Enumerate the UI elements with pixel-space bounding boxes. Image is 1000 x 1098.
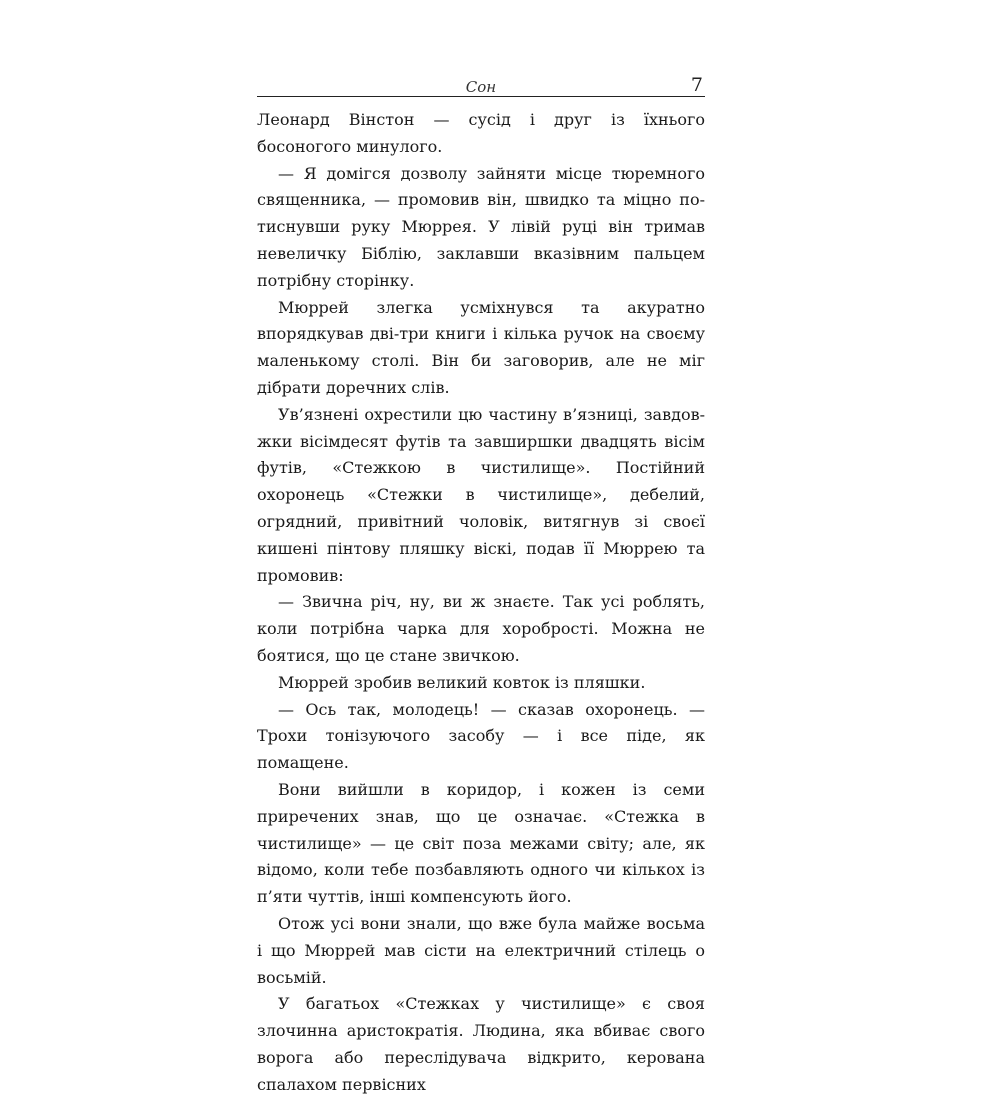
paragraph: Леонард Вінстон — сусід і друг із їхнього босоногого минулого. <box>257 110 705 156</box>
paragraph: Отож усі вони знали, що вже була майже восьма і що Мюррей мав сісти на електричний стілець о восьмій. <box>257 913 705 987</box>
page-number: 7 <box>690 74 703 96</box>
paragraph: — Я домігся дозволу зайняти місце тюремного священника, — промовив він, швидко та міцно потиснувши руку Мюррея. У лівій руці він тримав невеличку Біблію, заклавши вказівним пальцем потрібну сторінку. <box>257 163 705 290</box>
paragraph: — Ось так, молодець! — сказав охоронець. — Трохи тонізуючого засобу — і все піде, як помащене. <box>257 699 705 773</box>
paragraph: — Звична річ, ну, ви ж знаєте. Так усі роблять, коли потрібна чарка для хоробрості. Можна не боятися, що це стане звичкою. <box>257 592 705 665</box>
paragraph: Мюррей злегка усміхнувся та акуратно впорядкував дві-три книги і кілька ручок на своєму маленькому столі. Він би заговорив, але не міг дібрати доречних слів. <box>257 297 705 397</box>
paragraph: Мюррей зробив великий ковток із пляшки. <box>278 672 646 692</box>
paragraph: У багатьох «Стежках у чистилище» є своя злочинна аристократія. Людина, яка вбиває свого ворога або переслідувача відкрито, керована спалахом первісних <box>257 994 705 1094</box>
running-header <box>257 60 705 97</box>
book-page <box>257 60 705 1094</box>
body-text <box>257 107 705 1098</box>
chapter-title: Сон <box>465 78 497 96</box>
paragraph: Ув’язнені охрестили цю частину в’язниці, завдовжки вісімдесят футів та завширшки двадцять вісім футів, «Стежкою в чистилище». Постійний охоронець «Стежки в чистилище», дебелий, огрядний, привітний чоловік, витягнув зі своєї кишені пінтову пляшку віскі, подав її Мюррею та промовив: <box>257 404 705 585</box>
paragraph: Вони вийшли в коридор, і кожен із семи приречених знав, що це означає. «Стежка в чистилище» — це світ поза межами світу; але, як відомо, коли тебе позбавляють одного чи кількох із п’яти чуттів, інші компенсують його. <box>257 779 705 907</box>
